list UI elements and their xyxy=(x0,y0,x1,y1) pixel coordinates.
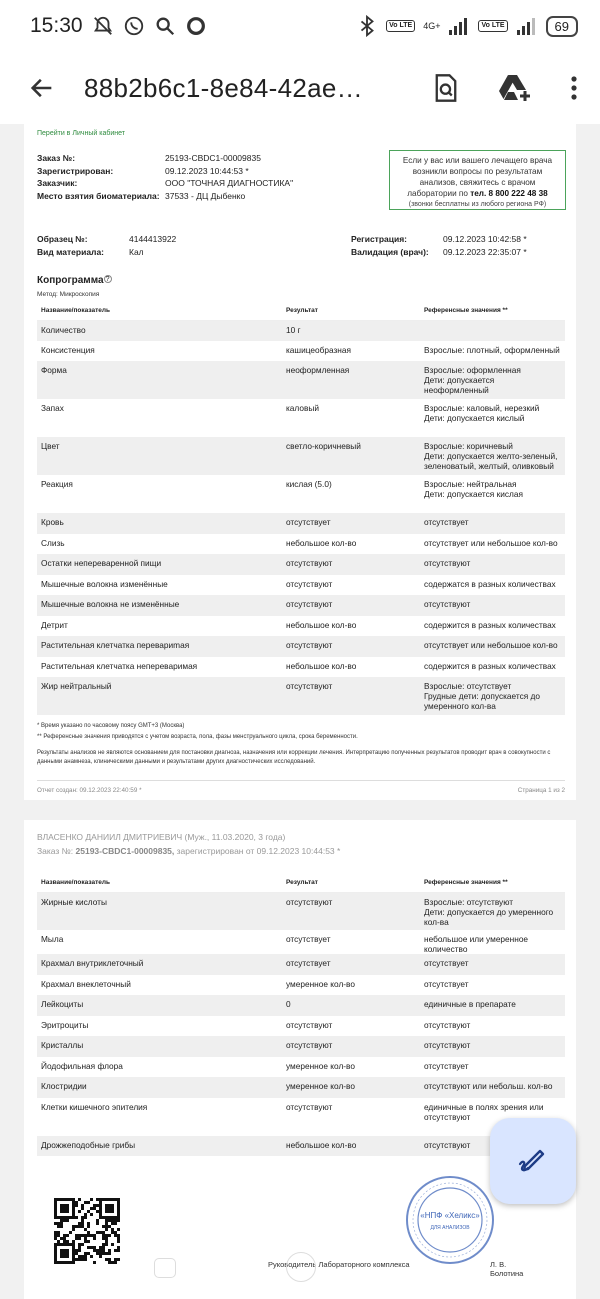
table-row xyxy=(37,1057,565,1078)
cell-name: Мышечные волокна изменённые xyxy=(41,578,168,589)
cell-reference: Взрослые: каловый, нерезкий Дети: допускается кислый xyxy=(424,403,540,423)
cell-name: Кристаллы xyxy=(37,1036,282,1057)
results-table-2 xyxy=(37,878,565,1156)
cell-result: отсутствуют xyxy=(282,1036,420,1057)
more-options-icon[interactable] xyxy=(570,75,578,101)
cell-name: Слизь xyxy=(41,537,65,548)
cell-result: отсутствуют xyxy=(286,578,333,589)
table-row xyxy=(37,1036,565,1057)
table-row xyxy=(37,575,565,596)
cell-result: отсутствуют xyxy=(286,1101,333,1112)
cell-reference: небольшое или умеренное количество xyxy=(424,934,529,954)
order-line: Заказ №: 25193-CBDC1-00009835, зарегистрирован от 09.12.2023 10:44:53 * xyxy=(37,846,341,856)
col-reference-header: Референсные значения ** xyxy=(420,306,565,320)
cell-result: умеренное кол-во xyxy=(286,1060,355,1071)
cell-reference: отсутствует xyxy=(420,954,565,975)
cell-reference: Взрослые: отсутствует Грудные дети: допускается до умеренного кол-ва xyxy=(420,677,565,715)
circle-app-icon xyxy=(185,15,207,37)
col-name-header: Название/показатель xyxy=(37,878,282,892)
cell-reference: отсутствуют или небольш. кол-во xyxy=(420,1077,565,1098)
cell-name: Мыла xyxy=(41,934,64,944)
network-type: 4G+ xyxy=(423,21,441,31)
footnote-2: ** Референсные значения приводятся с учетом возраста, пола, фазы менструального цикла, срока беременности. xyxy=(37,734,358,740)
document-title: 88b2b6c1-8e84-42ae… xyxy=(84,72,363,103)
cell-name: Крахмал внеклеточный xyxy=(41,978,131,989)
nav-hint-square xyxy=(154,1258,176,1278)
table-row xyxy=(37,1077,565,1098)
lab-phone: тел. 8 800 222 48 38 xyxy=(470,189,548,198)
cell-result: неоформленная xyxy=(282,361,420,399)
col-result-header: Результат xyxy=(282,878,420,892)
table-row xyxy=(37,975,565,996)
cell-name: Растительная клетчатка перевариmая xyxy=(37,636,282,657)
cell-reference: отсутствуют xyxy=(420,1136,565,1157)
patient-info: ВЛАСЕНКО ДАНИИЛ ДМИТРИЕВИЧ (Муж., 11.03.2020, 3 года) xyxy=(37,832,286,842)
cell-name: Запах xyxy=(41,403,64,413)
add-to-drive-button[interactable] xyxy=(498,73,532,103)
search-icon xyxy=(154,15,176,37)
report-page-1 xyxy=(24,124,576,800)
disclaimer: Результаты анализов не являются основанием для постановки диагноза, назначения или коррекции лечения. Интерпретацию полученных результатов проводит врач в совокупности с данными анамнеза, клиническими данными и результатами других диагностических исследований. xyxy=(37,750,551,765)
cell-reference: содержится в разных количествах xyxy=(424,619,556,630)
cell-name: Жир нейтральный xyxy=(37,677,282,715)
cell-reference: отсутствует xyxy=(424,1060,469,1071)
cell-result: небольшое кол-во xyxy=(282,1136,420,1157)
table-row xyxy=(37,1016,565,1037)
cell-name: Йодофильная флора xyxy=(41,1060,123,1071)
sample-info: Образец №: 4144413922 Вид материала: Кал xyxy=(37,234,177,257)
volte-badge: Vo LTE xyxy=(386,20,415,32)
nav-hint-circle xyxy=(286,1252,316,1282)
cell-result: светло-коричневый xyxy=(282,437,420,475)
cell-name: Крахмал внутриклеточный xyxy=(37,954,282,975)
volte-badge-2: Vo LTE xyxy=(478,20,507,32)
results-table-1 xyxy=(37,306,565,715)
table-row xyxy=(37,657,565,678)
cell-reference: Взрослые: нейтральная Дети: допускается кислая xyxy=(424,479,523,499)
signal-icon xyxy=(448,16,470,36)
cell-reference: отсутствуют xyxy=(420,1036,565,1057)
order-info: Заказ №: 25193-CBDC1-00009835 Зарегистрирован: 09.12.2023 10:44:53 * Заказчик: ООО "ТОЧНАЯ ДИАГНОСТИКА" Место взятия биоматериала: 37533 - ДЦ Дыбенко xyxy=(37,153,294,201)
signature-name: Л. В. Болотина xyxy=(490,1260,524,1278)
footnote-1: * Время указано по часовому поясу GMT+3 (Москва) xyxy=(37,723,185,729)
cell-result: кашицеобразная xyxy=(286,344,351,355)
cell-result: небольшое кол-во xyxy=(286,619,357,630)
page-footer xyxy=(37,780,565,794)
cell-name: Кровь xyxy=(37,513,282,534)
col-result-header: Результат xyxy=(282,306,420,320)
search-document-button[interactable] xyxy=(432,73,460,103)
cell-name: Реакция xyxy=(41,479,73,489)
cell-name: Остатки непереваренной пищи xyxy=(37,554,282,575)
battery-indicator: 69 xyxy=(546,16,578,37)
whatsapp-icon xyxy=(123,15,145,37)
cell-reference: Взрослые: отсутствуют Дети: допускается до умеренного кол-ва xyxy=(420,892,565,930)
page-number: Страница 1 из 2 xyxy=(517,787,565,794)
cell-name: Форма xyxy=(37,361,282,399)
cell-reference: Взрослые: коричневый Дети: допускается желто-зеленый, зеленоватый, желтый, оливковый xyxy=(420,437,565,475)
cell-result: отсутствует xyxy=(282,513,420,534)
cell-name: Клостридии xyxy=(37,1077,282,1098)
cell-reference: единичные в полях зрения или отсутствуют xyxy=(424,1101,544,1122)
cell-name: Дрожжеподобные грибы xyxy=(37,1136,282,1157)
cell-name: Мышечные волокна не изменённые xyxy=(37,595,282,616)
cell-reference: отсутствует или небольшое кол-во xyxy=(424,537,558,548)
cell-reference: Взрослые: плотный, оформленный xyxy=(424,344,560,355)
cell-name: Количество xyxy=(37,320,282,341)
bluetooth-icon xyxy=(356,15,378,37)
cell-reference: содержится в разных количествах xyxy=(424,660,556,671)
table-row xyxy=(37,341,565,362)
report-page-2 xyxy=(24,820,576,1299)
cell-reference: отсутствуют xyxy=(424,1019,471,1030)
table-row xyxy=(37,1098,565,1136)
cell-result: кислая (5.0) xyxy=(286,479,332,489)
cell-name: Консистенция xyxy=(41,344,95,355)
table-row xyxy=(37,995,565,1016)
section-title: Копрограмма ? xyxy=(37,275,112,286)
table-row xyxy=(37,534,565,555)
table-row xyxy=(37,616,565,637)
cell-result: отсутствует xyxy=(282,954,420,975)
cell-result: отсутствуют xyxy=(282,554,420,575)
svg-text:«НПФ «Хеликс»: «НПФ «Хеликс» xyxy=(420,1211,480,1220)
arrow-left-icon xyxy=(28,74,56,102)
cell-result: небольшое кол-во xyxy=(286,537,357,548)
cell-name: Цвет xyxy=(37,437,282,475)
table-row xyxy=(37,595,565,616)
table-row xyxy=(37,677,565,715)
cell-result: отсутствуют xyxy=(282,892,420,930)
edit-fab-button[interactable] xyxy=(490,1118,576,1204)
cell-name: Детрит xyxy=(41,619,68,630)
cell-result: 10 г xyxy=(282,320,420,341)
cell-result: каловый xyxy=(286,403,319,413)
table-row xyxy=(37,361,565,399)
cell-reference: отсутствует xyxy=(424,978,469,989)
col-reference-header: Референсные значения ** xyxy=(420,878,565,892)
cell-result: умеренное кол-во xyxy=(282,1077,420,1098)
cell-reference: отсутствует или небольшое кол-во xyxy=(420,636,565,657)
dates-info: Регистрация: 09.12.2023 10:42:58 * Валидация (врач): 09.12.2023 22:35:07 * xyxy=(351,234,527,257)
cell-result: отсутствуют xyxy=(282,636,420,657)
app-bar xyxy=(0,52,600,124)
cell-result: умеренное кол-во xyxy=(286,978,355,989)
cell-result: отсутствует xyxy=(286,934,331,944)
account-link[interactable]: Перейти в Личный кабинет xyxy=(37,130,126,137)
cell-result: отсутствуют xyxy=(282,677,420,715)
table-row xyxy=(37,399,565,437)
table-row xyxy=(37,892,565,930)
lab-stamp xyxy=(404,1174,496,1266)
back-button[interactable] xyxy=(0,74,84,102)
signal-icon-2 xyxy=(516,16,538,36)
cell-name: Эритроциты xyxy=(41,1019,89,1030)
table-row xyxy=(37,1136,565,1157)
cell-reference: Взрослые: оформленная Дети: допускается неоформленный xyxy=(420,361,565,399)
cell-reference: содержатся в разных количествах xyxy=(424,578,556,589)
lab-contact-box: Если у вас или вашего лечащего врача возникли вопросы по результатам анализов, свяжитесь с врачом лаборатории по тел. 8 800 222 48 38 (звонки бесплатны из любого региона РФ) xyxy=(389,150,566,210)
cell-result: отсутствуют xyxy=(282,595,420,616)
cell-result: небольшое кол-во xyxy=(286,660,357,671)
cell-reference: единичные в препарате xyxy=(420,995,565,1016)
table-row xyxy=(37,954,565,975)
cell-result: отсутствуют xyxy=(286,1019,333,1030)
qr-code xyxy=(54,1198,120,1264)
table-row xyxy=(37,513,565,534)
report-created: Отчет создан: 09.12.2023 22:40:59 * xyxy=(37,787,142,794)
cell-reference: отсутствует xyxy=(420,513,565,534)
table-row xyxy=(37,437,565,475)
signature-label: Руководитель Лабораторного комплекса xyxy=(268,1260,410,1269)
col-name-header: Название/показатель xyxy=(37,306,282,320)
cell-result: 0 xyxy=(282,995,420,1016)
cell-reference: отсутствуют xyxy=(420,554,565,575)
svg-text:ДЛЯ АНАЛИЗОВ: ДЛЯ АНАЛИЗОВ xyxy=(430,1225,470,1231)
cell-reference: отсутствуют xyxy=(420,595,565,616)
cell-reference xyxy=(420,320,565,341)
status-bar xyxy=(0,0,600,52)
cell-name: Жирные кислоты xyxy=(37,892,282,930)
pen-edit-icon xyxy=(516,1144,550,1178)
clock: 15:30 xyxy=(30,14,83,37)
cell-name: Клетки кишечного эпителия xyxy=(41,1101,148,1112)
table-row xyxy=(37,930,565,954)
method-label: Метод: Микроскопия xyxy=(37,291,100,298)
cell-name: Растительная клетчатка непереваримая xyxy=(41,660,198,671)
table-row xyxy=(37,320,565,341)
cell-name: Лейкоциты xyxy=(37,995,282,1016)
table-row xyxy=(37,636,565,657)
table-row xyxy=(37,554,565,575)
table-row xyxy=(37,475,565,513)
help-icon[interactable]: ? xyxy=(104,275,112,283)
muted-notifications-icon xyxy=(92,15,114,37)
